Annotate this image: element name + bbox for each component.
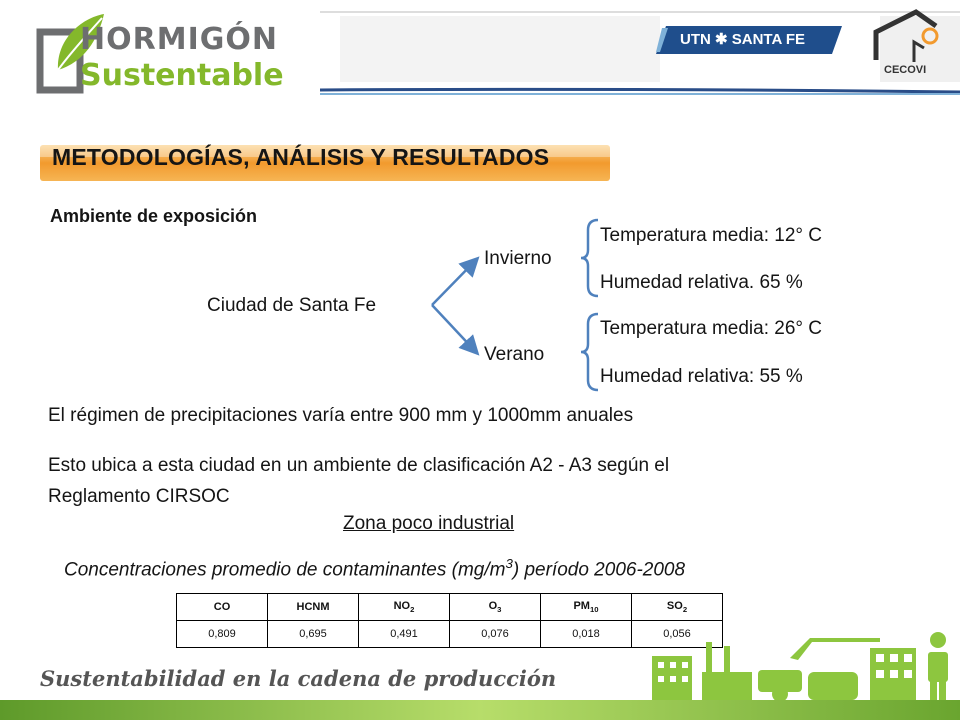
winter-brace	[578, 218, 602, 298]
summer-humidity: Humedad relativa: 55 %	[600, 366, 803, 387]
summer-temperature: Temperatura media: 26° C	[600, 318, 822, 339]
caption-period: ) período 2006-2008	[512, 559, 686, 581]
header-so2-label: SO	[666, 599, 683, 612]
logo-title: HORMIGÓN	[80, 22, 278, 57]
classification-text-line1: Esto ubica a esta ciudad en un ambiente de clasificación A2 - A3 según el	[48, 455, 670, 476]
branch-arrows	[428, 250, 488, 360]
logo-subtitle: Sustentable	[80, 58, 284, 93]
header-o3-label: O	[488, 599, 498, 612]
precipitation-text: El régimen de precipitaciones varía entre 900 mm y 1000mm anuales	[48, 405, 634, 426]
header-no2-label: NO	[393, 599, 411, 612]
header-hcnm-label: HCNM	[296, 601, 330, 613]
value-so2: 0,056	[632, 621, 723, 648]
caption-superscript: 3	[505, 556, 513, 571]
cecovi-logo-text: CECOVI	[884, 64, 927, 76]
footer-band	[0, 700, 960, 720]
header-so2	[632, 594, 723, 621]
production-chain-icon	[640, 628, 960, 704]
table-header-row	[177, 594, 723, 621]
header-co	[177, 594, 268, 621]
footer-tagline: Sustentabilidad en la cadena de producción	[40, 666, 557, 691]
diagram-root: Ciudad de Santa Fe	[207, 295, 377, 316]
header-hcnm	[268, 594, 359, 621]
summer-brace	[578, 312, 602, 392]
summer-label: Verano	[484, 344, 545, 365]
value-o3: 0,076	[450, 621, 541, 648]
zone-label: Zona poco industrial	[343, 513, 515, 534]
utn-logo-text: UTN ✱ SANTA FE	[680, 31, 806, 48]
header-o3-sub: 3	[497, 605, 502, 615]
page-title: METODOLOGÍAS, ANÁLISIS Y RESULTADOS	[52, 144, 550, 170]
caption-text: Concentraciones promedio de contaminantes (mg/m	[64, 559, 506, 581]
table-caption	[64, 556, 685, 581]
winter-label: Invierno	[484, 248, 552, 269]
header-pm10	[541, 594, 632, 621]
header-co-label: CO	[213, 601, 231, 613]
header-no2	[359, 594, 450, 621]
value-no2: 0,491	[359, 621, 450, 648]
header-pm10-label: PM	[573, 599, 590, 612]
header-pm10-sub: 10	[589, 605, 599, 615]
header-o3	[450, 594, 541, 621]
classification-text-line2: Reglamento CIRSOC	[48, 486, 230, 507]
value-hcnm: 0,695	[268, 621, 359, 648]
value-co: 0,809	[177, 621, 268, 648]
header-so2-sub: 2	[682, 605, 688, 615]
value-pm10: 0,018	[541, 621, 632, 648]
header-swoosh	[320, 10, 960, 95]
section-label: Ambiente de exposición	[50, 206, 258, 226]
winter-humidity: Humedad relativa. 65 %	[600, 272, 803, 293]
header-no2-sub: 2	[410, 605, 415, 615]
winter-temperature: Temperatura media: 12° C	[600, 225, 822, 246]
